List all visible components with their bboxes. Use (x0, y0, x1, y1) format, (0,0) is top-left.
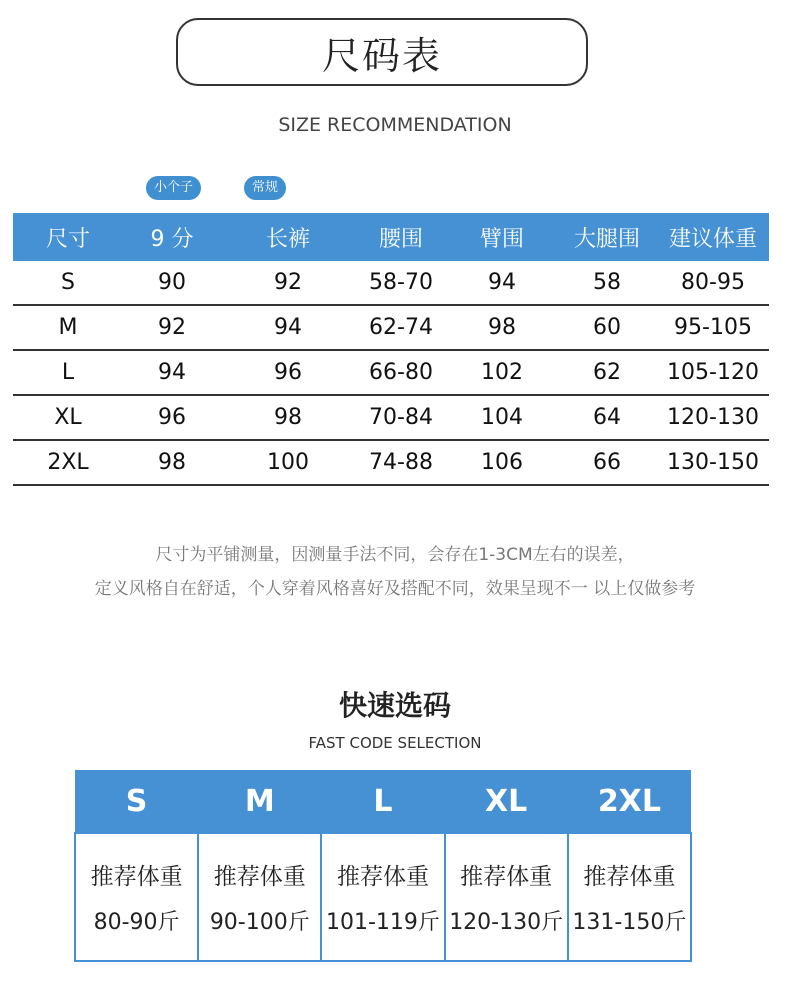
quick-select-header-row (75, 770, 691, 833)
table-cell: 62-74 (355, 305, 447, 350)
weight-cell-2XL (568, 833, 691, 961)
table-cell: 2XL (13, 440, 123, 485)
table-cell: 96 (221, 350, 355, 395)
table-cell: 130-150 (657, 440, 769, 485)
table-cell: 90 (123, 261, 221, 305)
size-table (13, 213, 769, 486)
table-cell: S (13, 261, 123, 305)
header-weight: 建议体重 (657, 213, 769, 261)
weight-cell-L (321, 833, 444, 961)
quick-select-title: 快速选码 (338, 689, 451, 722)
table-cell: 120-130 (657, 395, 769, 440)
tag-petite: 小个子 (146, 176, 201, 200)
table-cell: 102 (447, 350, 557, 395)
table-cell: 80-95 (657, 261, 769, 305)
header-cropped-length: 9 分 (123, 213, 221, 261)
weight-cell-XL (445, 833, 568, 961)
weight-label: 推荐体重 (460, 864, 553, 890)
table-cell: 100 (221, 440, 355, 485)
quick-select-subtitle: FAST CODE SELECTION (308, 734, 482, 752)
style-note: 定义风格自在舒适，个人穿着风格喜好及搭配不同，效果呈现不一 以上仅做参考 (94, 579, 696, 599)
title-frame (176, 18, 588, 86)
weight-label: 推荐体重 (90, 864, 183, 890)
weight-range: 131-150斤 (572, 910, 687, 935)
weight-cell-M (198, 833, 321, 961)
table-cell: 92 (123, 305, 221, 350)
weight-range: 101-119斤 (326, 910, 440, 935)
weight-range: 80-90斤 (93, 910, 180, 935)
size-XL: XL (445, 770, 568, 833)
table-cell: 66 (557, 440, 657, 485)
quick-select-weight-row (75, 833, 691, 961)
size-L: L (321, 770, 444, 833)
measurement-note: 尺寸为平铺测量，因测量手法不同，会存在1-3CM左右的误差， (155, 545, 635, 565)
table-row (13, 395, 769, 440)
page-title: 尺码表 (321, 33, 442, 78)
weight-cell-S (75, 833, 198, 961)
header-size: 尺寸 (13, 213, 123, 261)
table-cell: 98 (447, 305, 557, 350)
table-cell: 70-84 (355, 395, 447, 440)
header-thigh: 大腿围 (557, 213, 657, 261)
table-row (13, 440, 769, 485)
page-subtitle: SIZE RECOMMENDATION (278, 114, 512, 136)
table-cell: 98 (123, 440, 221, 485)
size-M: M (198, 770, 321, 833)
table-cell: 95-105 (657, 305, 769, 350)
table-cell: 105-120 (657, 350, 769, 395)
weight-range: 120-130斤 (449, 910, 564, 935)
table-cell: L (13, 350, 123, 395)
table-cell: 92 (221, 261, 355, 305)
size-table-header-row (13, 213, 769, 261)
table-cell: M (13, 305, 123, 350)
table-cell: 106 (447, 440, 557, 485)
size-S: S (75, 770, 198, 833)
header-full-length: 长裤 (221, 213, 355, 261)
table-cell: 98 (221, 395, 355, 440)
header-waist: 腰围 (355, 213, 447, 261)
table-row (13, 350, 769, 395)
weight-label: 推荐体重 (583, 864, 676, 890)
table-row (13, 305, 769, 350)
table-cell: XL (13, 395, 123, 440)
weight-range: 90-100斤 (209, 910, 310, 935)
table-cell: 96 (123, 395, 221, 440)
table-row (13, 261, 769, 305)
table-cell: 104 (447, 395, 557, 440)
header-hip: 臂围 (447, 213, 557, 261)
table-cell: 66-80 (355, 350, 447, 395)
table-cell: 62 (557, 350, 657, 395)
weight-label: 推荐体重 (213, 864, 306, 890)
weight-label: 推荐体重 (336, 864, 429, 890)
quick-select-table (74, 770, 692, 962)
table-cell: 94 (221, 305, 355, 350)
size-2XL: 2XL (568, 770, 691, 833)
table-cell: 94 (123, 350, 221, 395)
table-cell: 64 (557, 395, 657, 440)
table-cell: 94 (447, 261, 557, 305)
table-cell: 58-70 (355, 261, 447, 305)
table-cell: 60 (557, 305, 657, 350)
table-cell: 74-88 (355, 440, 447, 485)
table-cell: 58 (557, 261, 657, 305)
tag-regular: 常规 (244, 176, 286, 200)
